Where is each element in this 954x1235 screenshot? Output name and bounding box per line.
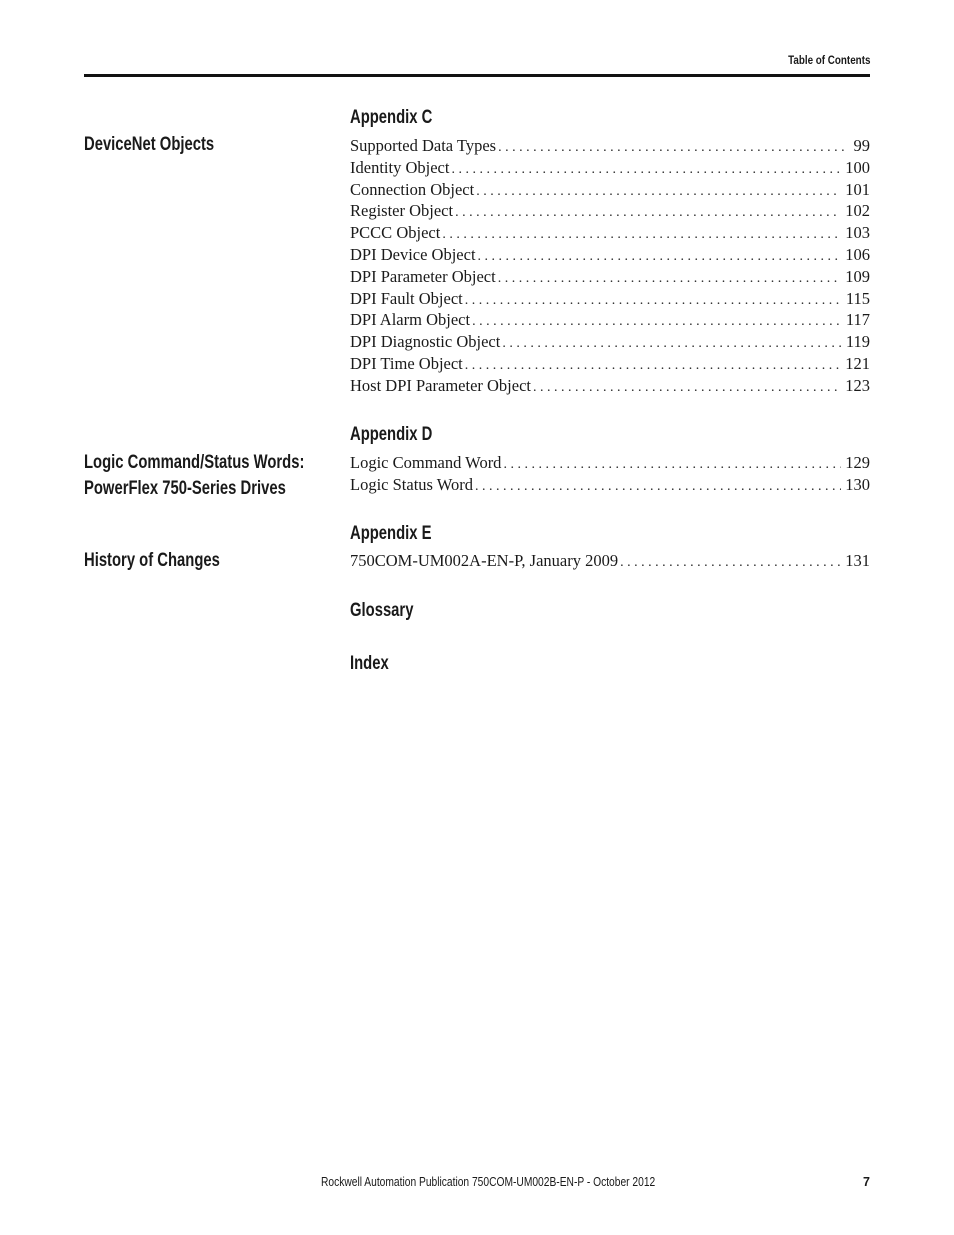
toc-entry-page: 123 (845, 375, 870, 395)
appendix-c-title[interactable]: DeviceNet Objects (84, 134, 215, 155)
toc-entry-page: 100 (845, 157, 870, 177)
dot-leader (442, 227, 841, 243)
footer-publication: Rockwell Automation Publication 750COM-UM002B-EN-P - October 2012 (321, 1175, 656, 1189)
toc-entry-label: Connection Object (350, 179, 475, 199)
toc-entry-label: DPI Parameter Object (350, 266, 496, 286)
toc-entry[interactable] (350, 201, 870, 223)
toc-entry-page: 99 (853, 136, 870, 155)
dot-leader (472, 314, 842, 330)
dot-leader (465, 358, 841, 374)
toc-entry-page: 103 (845, 223, 870, 243)
appendix-d-title[interactable] (84, 450, 304, 502)
toc-entry-page: 115 (845, 288, 870, 308)
dot-leader (620, 555, 841, 571)
toc-entry-page: 130 (845, 474, 870, 494)
dot-leader (503, 457, 841, 473)
header-title: Table of Contents (787, 53, 870, 67)
toc-entry-label: PCCC Object (350, 223, 441, 243)
toc-entry-page: 109 (845, 266, 870, 286)
header-rule (84, 74, 870, 77)
appendix-d-title-line1: Logic Command/Status Words: (84, 452, 305, 473)
toc-entry[interactable] (350, 223, 870, 245)
toc-entry-label: 750COM-UM002A-EN-P, January 2009 (350, 551, 619, 570)
appendix-e-entries (350, 551, 870, 573)
toc-entry-label: Logic Command Word (350, 453, 502, 472)
toc-entry-label: Host DPI Parameter Object (350, 375, 531, 395)
toc-entry[interactable] (350, 551, 870, 573)
footer-page-number: 7 (863, 1175, 870, 1189)
toc-entry[interactable] (350, 310, 870, 332)
toc-entry-page: 119 (845, 332, 870, 352)
appendix-c-label[interactable]: Appendix C (350, 107, 433, 128)
toc-entry-page: 129 (845, 453, 870, 472)
dot-leader (478, 249, 842, 265)
dot-leader (502, 336, 842, 352)
appendix-d-title-line2: PowerFlex 750-Series Drives (84, 478, 286, 499)
toc-entry-label: Logic Status Word (350, 474, 474, 494)
dot-leader (475, 479, 841, 495)
dot-leader (498, 140, 844, 156)
toc-entry[interactable] (350, 332, 870, 354)
toc-entry-label: Register Object (350, 201, 454, 221)
appendix-e-label[interactable]: Appendix E (350, 523, 432, 544)
dot-leader (498, 271, 842, 287)
dot-leader (533, 380, 841, 396)
toc-entry-page: 131 (845, 551, 870, 570)
toc-entry-label: Supported Data Types (350, 136, 497, 155)
toc-entry[interactable] (350, 453, 870, 475)
toc-entry-label: DPI Fault Object (350, 288, 463, 308)
dot-leader (465, 293, 842, 309)
index-label[interactable]: Index (350, 653, 389, 674)
toc-entry[interactable] (350, 180, 870, 202)
toc-entry-label: DPI Time Object (350, 353, 463, 373)
glossary-label[interactable]: Glossary (350, 600, 414, 621)
toc-entry-page: 117 (845, 310, 870, 330)
toc-entry-page: 121 (845, 353, 870, 373)
dot-leader (451, 162, 841, 178)
appendix-d-entries (350, 453, 870, 497)
toc-entry[interactable] (350, 136, 870, 158)
toc-entry[interactable] (350, 376, 870, 398)
toc-entry-page: 102 (845, 201, 870, 221)
toc-entry-label: DPI Alarm Object (350, 310, 471, 330)
toc-entry-page: 101 (845, 179, 870, 199)
toc-entry-label: Identity Object (350, 157, 450, 177)
toc-entry[interactable] (350, 289, 870, 311)
appendix-e-title[interactable]: History of Changes (84, 550, 220, 571)
toc-entry[interactable] (350, 267, 870, 289)
toc-entry-page: 106 (845, 244, 870, 264)
toc-entry[interactable] (350, 475, 870, 497)
toc-entry-label: DPI Device Object (350, 244, 476, 264)
toc-entry[interactable] (350, 245, 870, 267)
appendix-c-entries (350, 136, 870, 398)
toc-entry[interactable] (350, 354, 870, 376)
dot-leader (476, 184, 841, 200)
dot-leader (455, 205, 841, 221)
toc-entry-label: DPI Diagnostic Object (350, 332, 501, 352)
appendix-d-label[interactable]: Appendix D (350, 424, 433, 445)
toc-entry[interactable] (350, 158, 870, 180)
